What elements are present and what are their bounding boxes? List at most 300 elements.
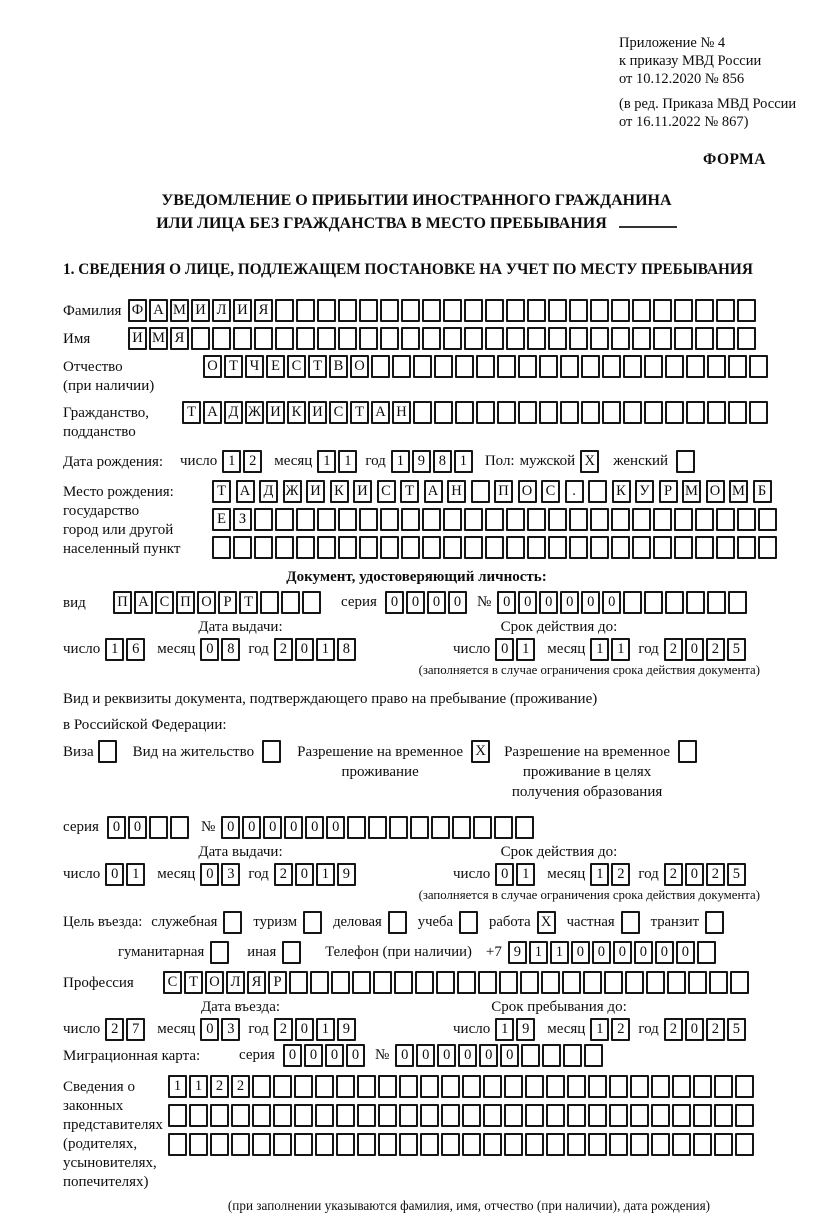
form-cell[interactable]: 0	[416, 1044, 435, 1067]
form-cell[interactable]: 1	[222, 450, 241, 473]
form-cell[interactable]: И	[128, 327, 147, 350]
form-cell[interactable]: 2	[706, 638, 725, 661]
form-cell[interactable]	[254, 508, 273, 531]
form-cell[interactable]: 2	[611, 1018, 630, 1041]
form-cell[interactable]	[569, 327, 588, 350]
form-cell[interactable]: 0	[685, 863, 704, 886]
form-cell[interactable]	[632, 299, 651, 322]
form-cell[interactable]: О	[518, 480, 537, 503]
form-cell[interactable]	[525, 1104, 544, 1127]
form-cell[interactable]	[623, 401, 642, 424]
form-cell[interactable]	[436, 971, 455, 994]
form-cell[interactable]: 1	[590, 863, 609, 886]
form-cell[interactable]: 0	[406, 591, 425, 614]
form-cell[interactable]: 5	[727, 863, 746, 886]
form-cell[interactable]: 0	[200, 863, 219, 886]
form-cell[interactable]	[518, 355, 537, 378]
form-cell[interactable]: И	[308, 401, 327, 424]
form-cell[interactable]	[630, 1104, 649, 1127]
form-cell[interactable]: 9	[337, 863, 356, 886]
form-cell[interactable]: 0	[560, 591, 579, 614]
form-cell[interactable]: X	[580, 450, 599, 473]
form-cell[interactable]	[352, 971, 371, 994]
form-cell[interactable]	[420, 1133, 439, 1156]
form-cell[interactable]	[548, 327, 567, 350]
form-cell[interactable]	[728, 355, 747, 378]
form-cell[interactable]	[665, 591, 684, 614]
form-cell[interactable]	[338, 299, 357, 322]
form-cell[interactable]	[716, 327, 735, 350]
form-cell[interactable]	[483, 1133, 502, 1156]
form-cell[interactable]	[401, 536, 420, 559]
form-cell[interactable]	[611, 327, 630, 350]
form-cell[interactable]: А	[236, 480, 255, 503]
form-cell[interactable]	[602, 401, 621, 424]
form-cell[interactable]	[296, 508, 315, 531]
form-cell[interactable]	[422, 327, 441, 350]
form-cell[interactable]	[588, 1133, 607, 1156]
form-cell[interactable]	[389, 816, 408, 839]
form-cell[interactable]: 2	[105, 1018, 124, 1041]
form-cell[interactable]	[672, 1104, 691, 1127]
form-cell[interactable]: К	[612, 480, 631, 503]
form-cell[interactable]: 2	[274, 863, 293, 886]
form-cell[interactable]: О	[205, 971, 224, 994]
form-cell[interactable]: М	[149, 327, 168, 350]
form-cell[interactable]	[378, 1075, 397, 1098]
form-cell[interactable]	[478, 971, 497, 994]
form-cell[interactable]	[380, 536, 399, 559]
form-cell[interactable]	[483, 1104, 502, 1127]
form-cell[interactable]: 0	[539, 591, 558, 614]
form-cell[interactable]: X	[471, 740, 490, 763]
form-cell[interactable]: 0	[305, 816, 324, 839]
form-cell[interactable]: 0	[284, 816, 303, 839]
form-cell[interactable]: Д	[259, 480, 278, 503]
form-cell[interactable]	[563, 1044, 582, 1067]
form-cell[interactable]: 1	[168, 1075, 187, 1098]
form-cell[interactable]	[170, 816, 189, 839]
form-cell[interactable]	[282, 941, 301, 964]
form-cell[interactable]: 2	[611, 863, 630, 886]
form-cell[interactable]	[401, 508, 420, 531]
form-cell[interactable]: 9	[516, 1018, 535, 1041]
form-cell[interactable]: 2	[706, 863, 725, 886]
form-cell[interactable]: 0	[283, 1044, 302, 1067]
form-cell[interactable]	[485, 327, 504, 350]
form-cell[interactable]	[483, 1075, 502, 1098]
form-cell[interactable]	[714, 1075, 733, 1098]
form-cell[interactable]	[686, 401, 705, 424]
form-cell[interactable]	[415, 971, 434, 994]
form-cell[interactable]: 0	[581, 591, 600, 614]
form-cell[interactable]: М	[729, 480, 748, 503]
form-cell[interactable]	[476, 401, 495, 424]
form-cell[interactable]	[676, 450, 695, 473]
form-cell[interactable]	[644, 355, 663, 378]
form-cell[interactable]: 0	[221, 816, 240, 839]
form-cell[interactable]	[644, 401, 663, 424]
form-cell[interactable]	[275, 299, 294, 322]
form-cell[interactable]	[584, 1044, 603, 1067]
form-cell[interactable]	[539, 401, 558, 424]
form-cell[interactable]	[462, 1133, 481, 1156]
form-cell[interactable]	[590, 508, 609, 531]
form-cell[interactable]	[464, 299, 483, 322]
form-cell[interactable]	[289, 971, 308, 994]
form-cell[interactable]	[611, 536, 630, 559]
form-cell[interactable]	[338, 508, 357, 531]
form-cell[interactable]: Т	[308, 355, 327, 378]
form-cell[interactable]	[632, 327, 651, 350]
form-cell[interactable]	[464, 327, 483, 350]
form-cell[interactable]	[693, 1104, 712, 1127]
form-cell[interactable]	[590, 299, 609, 322]
form-cell[interactable]	[380, 508, 399, 531]
form-cell[interactable]: 0	[325, 1044, 344, 1067]
form-cell[interactable]	[707, 355, 726, 378]
form-cell[interactable]	[494, 816, 513, 839]
form-cell[interactable]	[632, 536, 651, 559]
form-cell[interactable]: 0	[346, 1044, 365, 1067]
form-cell[interactable]: О	[197, 591, 216, 614]
form-cell[interactable]: Р	[218, 591, 237, 614]
form-cell[interactable]: X	[537, 911, 556, 934]
form-cell[interactable]	[464, 508, 483, 531]
form-cell[interactable]: 1	[550, 941, 569, 964]
form-cell[interactable]	[588, 1075, 607, 1098]
form-cell[interactable]	[294, 1133, 313, 1156]
form-cell[interactable]	[296, 536, 315, 559]
form-cell[interactable]	[331, 971, 350, 994]
form-cell[interactable]	[378, 1133, 397, 1156]
form-cell[interactable]	[506, 299, 525, 322]
form-cell[interactable]	[625, 971, 644, 994]
form-cell[interactable]: 1	[126, 863, 145, 886]
form-cell[interactable]	[674, 299, 693, 322]
form-cell[interactable]	[686, 591, 705, 614]
form-cell[interactable]	[672, 1133, 691, 1156]
form-cell[interactable]: 8	[337, 638, 356, 661]
form-cell[interactable]: 1	[590, 1018, 609, 1041]
form-cell[interactable]	[653, 508, 672, 531]
form-cell[interactable]: 1	[516, 863, 535, 886]
form-cell[interactable]	[388, 911, 407, 934]
form-cell[interactable]: 2	[231, 1075, 250, 1098]
form-cell[interactable]	[189, 1104, 208, 1127]
form-cell[interactable]: 0	[448, 591, 467, 614]
form-cell[interactable]	[546, 1075, 565, 1098]
form-cell[interactable]	[653, 536, 672, 559]
form-cell[interactable]: 2	[274, 1018, 293, 1041]
form-cell[interactable]: М	[170, 299, 189, 322]
form-cell[interactable]	[653, 299, 672, 322]
form-cell[interactable]: Л	[226, 971, 245, 994]
form-cell[interactable]	[506, 327, 525, 350]
form-cell[interactable]	[336, 1075, 355, 1098]
form-cell[interactable]	[359, 536, 378, 559]
form-cell[interactable]	[560, 355, 579, 378]
form-cell[interactable]	[504, 1104, 523, 1127]
form-cell[interactable]	[546, 1133, 565, 1156]
form-cell[interactable]	[695, 536, 714, 559]
form-cell[interactable]	[707, 591, 726, 614]
form-cell[interactable]	[653, 327, 672, 350]
form-cell[interactable]: З	[233, 508, 252, 531]
form-cell[interactable]: Т	[400, 480, 419, 503]
form-cell[interactable]	[749, 401, 768, 424]
form-cell[interactable]: 1	[391, 450, 410, 473]
form-cell[interactable]	[604, 971, 623, 994]
form-cell[interactable]	[252, 1133, 271, 1156]
form-cell[interactable]	[644, 591, 663, 614]
form-cell[interactable]	[273, 1104, 292, 1127]
form-cell[interactable]	[728, 591, 747, 614]
form-cell[interactable]: А	[203, 401, 222, 424]
form-cell[interactable]	[697, 941, 716, 964]
form-cell[interactable]	[499, 971, 518, 994]
form-cell[interactable]: 1	[516, 638, 535, 661]
form-cell[interactable]	[262, 740, 281, 763]
form-cell[interactable]	[693, 1075, 712, 1098]
form-cell[interactable]: С	[329, 401, 348, 424]
form-cell[interactable]	[632, 508, 651, 531]
form-cell[interactable]: 0	[295, 863, 314, 886]
form-cell[interactable]	[497, 401, 516, 424]
form-cell[interactable]: 0	[295, 638, 314, 661]
form-cell[interactable]	[168, 1104, 187, 1127]
form-cell[interactable]	[735, 1104, 754, 1127]
form-cell[interactable]	[443, 327, 462, 350]
form-cell[interactable]	[569, 508, 588, 531]
form-cell[interactable]	[672, 1075, 691, 1098]
form-cell[interactable]	[338, 536, 357, 559]
form-cell[interactable]	[758, 536, 777, 559]
form-cell[interactable]	[611, 508, 630, 531]
form-cell[interactable]: 1	[338, 450, 357, 473]
form-cell[interactable]	[443, 299, 462, 322]
form-cell[interactable]	[506, 536, 525, 559]
form-cell[interactable]	[336, 1104, 355, 1127]
form-cell[interactable]: 0	[326, 816, 345, 839]
form-cell[interactable]: 0	[685, 638, 704, 661]
form-cell[interactable]	[665, 355, 684, 378]
form-cell[interactable]: 2	[210, 1075, 229, 1098]
form-cell[interactable]	[651, 1104, 670, 1127]
form-cell[interactable]	[758, 508, 777, 531]
form-cell[interactable]	[623, 591, 642, 614]
form-cell[interactable]	[394, 971, 413, 994]
form-cell[interactable]: 3	[221, 863, 240, 886]
form-cell[interactable]	[623, 355, 642, 378]
form-cell[interactable]	[459, 911, 478, 934]
form-cell[interactable]: П	[494, 480, 513, 503]
form-cell[interactable]	[260, 591, 279, 614]
form-cell[interactable]: 0	[613, 941, 632, 964]
form-cell[interactable]: 0	[495, 638, 514, 661]
form-cell[interactable]	[401, 327, 420, 350]
form-cell[interactable]	[569, 299, 588, 322]
form-cell[interactable]: 0	[427, 591, 446, 614]
form-cell[interactable]	[98, 740, 117, 763]
form-cell[interactable]: 2	[706, 1018, 725, 1041]
form-cell[interactable]	[434, 355, 453, 378]
form-cell[interactable]	[359, 327, 378, 350]
form-cell[interactable]	[630, 1075, 649, 1098]
form-cell[interactable]: А	[424, 480, 443, 503]
form-cell[interactable]: 0	[263, 816, 282, 839]
form-cell[interactable]	[303, 911, 322, 934]
form-cell[interactable]	[546, 1104, 565, 1127]
form-cell[interactable]: Е	[266, 355, 285, 378]
form-cell[interactable]: 1	[590, 638, 609, 661]
form-cell[interactable]: 1	[495, 1018, 514, 1041]
form-cell[interactable]: 7	[126, 1018, 145, 1041]
form-cell[interactable]	[583, 971, 602, 994]
form-cell[interactable]	[567, 1075, 586, 1098]
form-cell[interactable]	[497, 355, 516, 378]
form-cell[interactable]	[399, 1104, 418, 1127]
form-cell[interactable]	[373, 971, 392, 994]
form-cell[interactable]	[548, 508, 567, 531]
form-cell[interactable]: О	[706, 480, 725, 503]
form-cell[interactable]: 1	[316, 1018, 335, 1041]
form-cell[interactable]	[521, 1044, 540, 1067]
form-cell[interactable]	[210, 1104, 229, 1127]
form-cell[interactable]	[562, 971, 581, 994]
form-cell[interactable]: Ж	[245, 401, 264, 424]
form-cell[interactable]	[581, 401, 600, 424]
form-cell[interactable]: 0	[479, 1044, 498, 1067]
form-cell[interactable]: 1	[189, 1075, 208, 1098]
form-cell[interactable]	[252, 1075, 271, 1098]
form-cell[interactable]	[485, 508, 504, 531]
form-cell[interactable]	[443, 536, 462, 559]
form-cell[interactable]: В	[329, 355, 348, 378]
form-cell[interactable]	[420, 1075, 439, 1098]
form-cell[interactable]	[254, 536, 273, 559]
form-cell[interactable]	[714, 1133, 733, 1156]
form-cell[interactable]: И	[233, 299, 252, 322]
form-cell[interactable]	[695, 508, 714, 531]
form-cell[interactable]: А	[134, 591, 153, 614]
form-cell[interactable]	[567, 1133, 586, 1156]
form-cell[interactable]	[317, 299, 336, 322]
form-cell[interactable]: 0	[676, 941, 695, 964]
form-cell[interactable]: 0	[518, 591, 537, 614]
form-cell[interactable]	[504, 1133, 523, 1156]
form-cell[interactable]	[338, 327, 357, 350]
form-cell[interactable]	[737, 299, 756, 322]
form-cell[interactable]: 1	[611, 638, 630, 661]
form-cell[interactable]	[347, 816, 366, 839]
form-cell[interactable]	[296, 299, 315, 322]
form-cell[interactable]	[422, 508, 441, 531]
form-cell[interactable]	[541, 971, 560, 994]
form-cell[interactable]: 1	[316, 638, 335, 661]
form-cell[interactable]	[189, 1133, 208, 1156]
form-cell[interactable]: И	[306, 480, 325, 503]
form-cell[interactable]: Р	[268, 971, 287, 994]
form-cell[interactable]	[476, 355, 495, 378]
form-cell[interactable]: 0	[685, 1018, 704, 1041]
form-cell[interactable]: К	[287, 401, 306, 424]
form-cell[interactable]: П	[176, 591, 195, 614]
form-cell[interactable]: О	[350, 355, 369, 378]
form-cell[interactable]	[441, 1104, 460, 1127]
form-cell[interactable]	[359, 508, 378, 531]
form-cell[interactable]	[581, 355, 600, 378]
form-cell[interactable]	[695, 299, 714, 322]
form-cell[interactable]: 0	[200, 638, 219, 661]
form-cell[interactable]	[317, 508, 336, 531]
form-cell[interactable]	[455, 355, 474, 378]
form-cell[interactable]: Т	[239, 591, 258, 614]
form-cell[interactable]	[254, 327, 273, 350]
form-cell[interactable]	[548, 299, 567, 322]
form-cell[interactable]: 0	[107, 816, 126, 839]
form-cell[interactable]: 3	[221, 1018, 240, 1041]
form-cell[interactable]: 2	[664, 863, 683, 886]
form-cell[interactable]	[588, 480, 607, 503]
form-cell[interactable]	[515, 816, 534, 839]
form-cell[interactable]: Е	[212, 508, 231, 531]
form-cell[interactable]	[431, 816, 450, 839]
form-cell[interactable]: И	[191, 299, 210, 322]
form-cell[interactable]	[380, 299, 399, 322]
form-cell[interactable]	[212, 327, 231, 350]
form-cell[interactable]: 9	[337, 1018, 356, 1041]
form-cell[interactable]	[651, 1075, 670, 1098]
form-cell[interactable]: 1	[317, 450, 336, 473]
form-cell[interactable]	[310, 971, 329, 994]
form-cell[interactable]	[392, 355, 411, 378]
form-cell[interactable]	[473, 816, 492, 839]
form-cell[interactable]	[212, 536, 231, 559]
form-cell[interactable]	[705, 911, 724, 934]
form-cell[interactable]	[709, 971, 728, 994]
form-cell[interactable]: Т	[184, 971, 203, 994]
form-cell[interactable]: 0	[128, 816, 147, 839]
form-cell[interactable]: Я	[254, 299, 273, 322]
form-cell[interactable]	[485, 536, 504, 559]
form-cell[interactable]	[296, 327, 315, 350]
form-cell[interactable]: 9	[508, 941, 527, 964]
form-cell[interactable]	[590, 536, 609, 559]
form-cell[interactable]	[525, 1133, 544, 1156]
form-cell[interactable]	[422, 536, 441, 559]
form-cell[interactable]	[294, 1075, 313, 1098]
form-cell[interactable]	[455, 401, 474, 424]
form-cell[interactable]	[716, 536, 735, 559]
form-cell[interactable]	[707, 401, 726, 424]
form-cell[interactable]	[630, 1133, 649, 1156]
form-cell[interactable]: У	[635, 480, 654, 503]
form-cell[interactable]	[674, 536, 693, 559]
form-cell[interactable]: С	[163, 971, 182, 994]
form-cell[interactable]: 5	[727, 1018, 746, 1041]
form-cell[interactable]	[693, 1133, 712, 1156]
form-cell[interactable]	[527, 299, 546, 322]
form-cell[interactable]: М	[682, 480, 701, 503]
form-cell[interactable]	[422, 299, 441, 322]
form-cell[interactable]	[443, 508, 462, 531]
form-cell[interactable]: А	[149, 299, 168, 322]
form-cell[interactable]: Ж	[283, 480, 302, 503]
form-cell[interactable]	[735, 1133, 754, 1156]
form-cell[interactable]	[735, 1075, 754, 1098]
form-cell[interactable]	[275, 508, 294, 531]
